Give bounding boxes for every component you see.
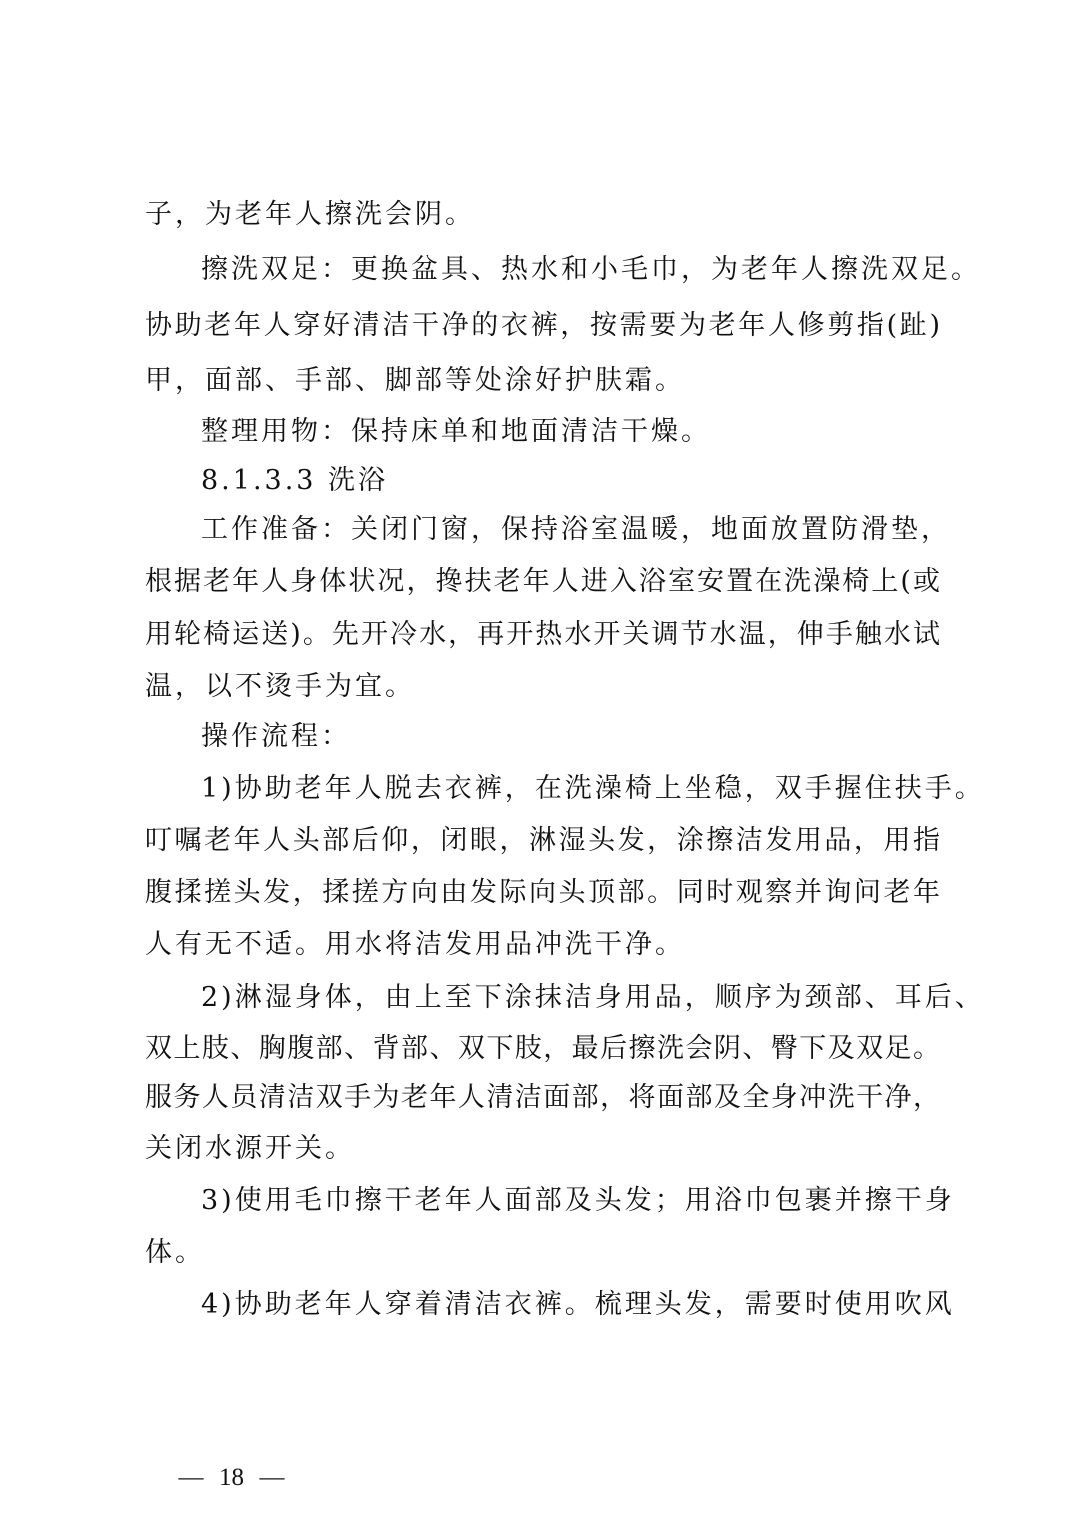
text-line: 子，为老年人擦洗会阴。 (145, 199, 475, 230)
text-line: 擦洗双足：更换盆具、热水和小毛巾，为老年人擦洗双足。 (201, 254, 981, 285)
text-line: 操作流程： (201, 721, 351, 752)
section-heading: 8.1.3.3 洗浴 (201, 465, 389, 496)
text-line: 双上肢、胸腹部、背部、双下肢，最后擦洗会阴、臀下及双足。 (145, 1033, 940, 1064)
text-line: 体。 (145, 1237, 205, 1268)
text-line: 服务人员清洁双手为老年人清洁面部，将面部及全身冲洗干净， (145, 1082, 940, 1113)
text-line: 4)协助老年人穿着清洁衣裤。梳理头发，需要时使用吹风 (201, 1289, 955, 1320)
page-number: 18 (219, 1464, 244, 1491)
text-line: 温，以不烫手为宜。 (145, 671, 415, 702)
text-line: 甲，面部、手部、脚部等处涂好护肤霜。 (145, 365, 685, 396)
text-line: 用轮椅运送)。先开冷水，再开热水开关调节水温，伸手触水试 (145, 619, 940, 650)
text-line: 根据老年人身体状况，搀扶老年人进入浴室安置在洗澡椅上(或 (145, 566, 940, 597)
footer-dash-left: — (178, 1464, 204, 1491)
text-line: 整理用物：保持床单和地面清洁干燥。 (201, 416, 711, 447)
page-footer (175, 1463, 288, 1493)
text-line: 协助老年人穿好清洁干净的衣裤，按需要为老年人修剪指(趾) (145, 310, 940, 341)
footer-dash-right: — (259, 1464, 285, 1491)
text-line: 人有无不适。用水将洁发用品冲洗干净。 (145, 929, 685, 960)
text-line: 叮嘱老年人头部后仰，闭眼，淋湿头发，涂擦洁发用品，用指 (145, 825, 940, 856)
text-line: 2)淋湿身体，由上至下涂抹洁身用品，顺序为颈部、耳后、 (201, 982, 985, 1013)
text-line: 工作准备：关闭门窗，保持浴室温暖，地面放置防滑垫， (201, 514, 951, 545)
text-line: 1)协助老年人脱去衣裤，在洗澡椅上坐稳，双手握住扶手。 (201, 773, 985, 804)
text-line: 3)使用毛巾擦干老年人面部及头发；用浴巾包裹并擦干身 (201, 1185, 955, 1216)
text-line: 腹揉搓头发，揉搓方向由发际向头顶部。同时观察并询问老年 (145, 877, 940, 908)
text-line: 关闭水源开关。 (145, 1133, 355, 1164)
